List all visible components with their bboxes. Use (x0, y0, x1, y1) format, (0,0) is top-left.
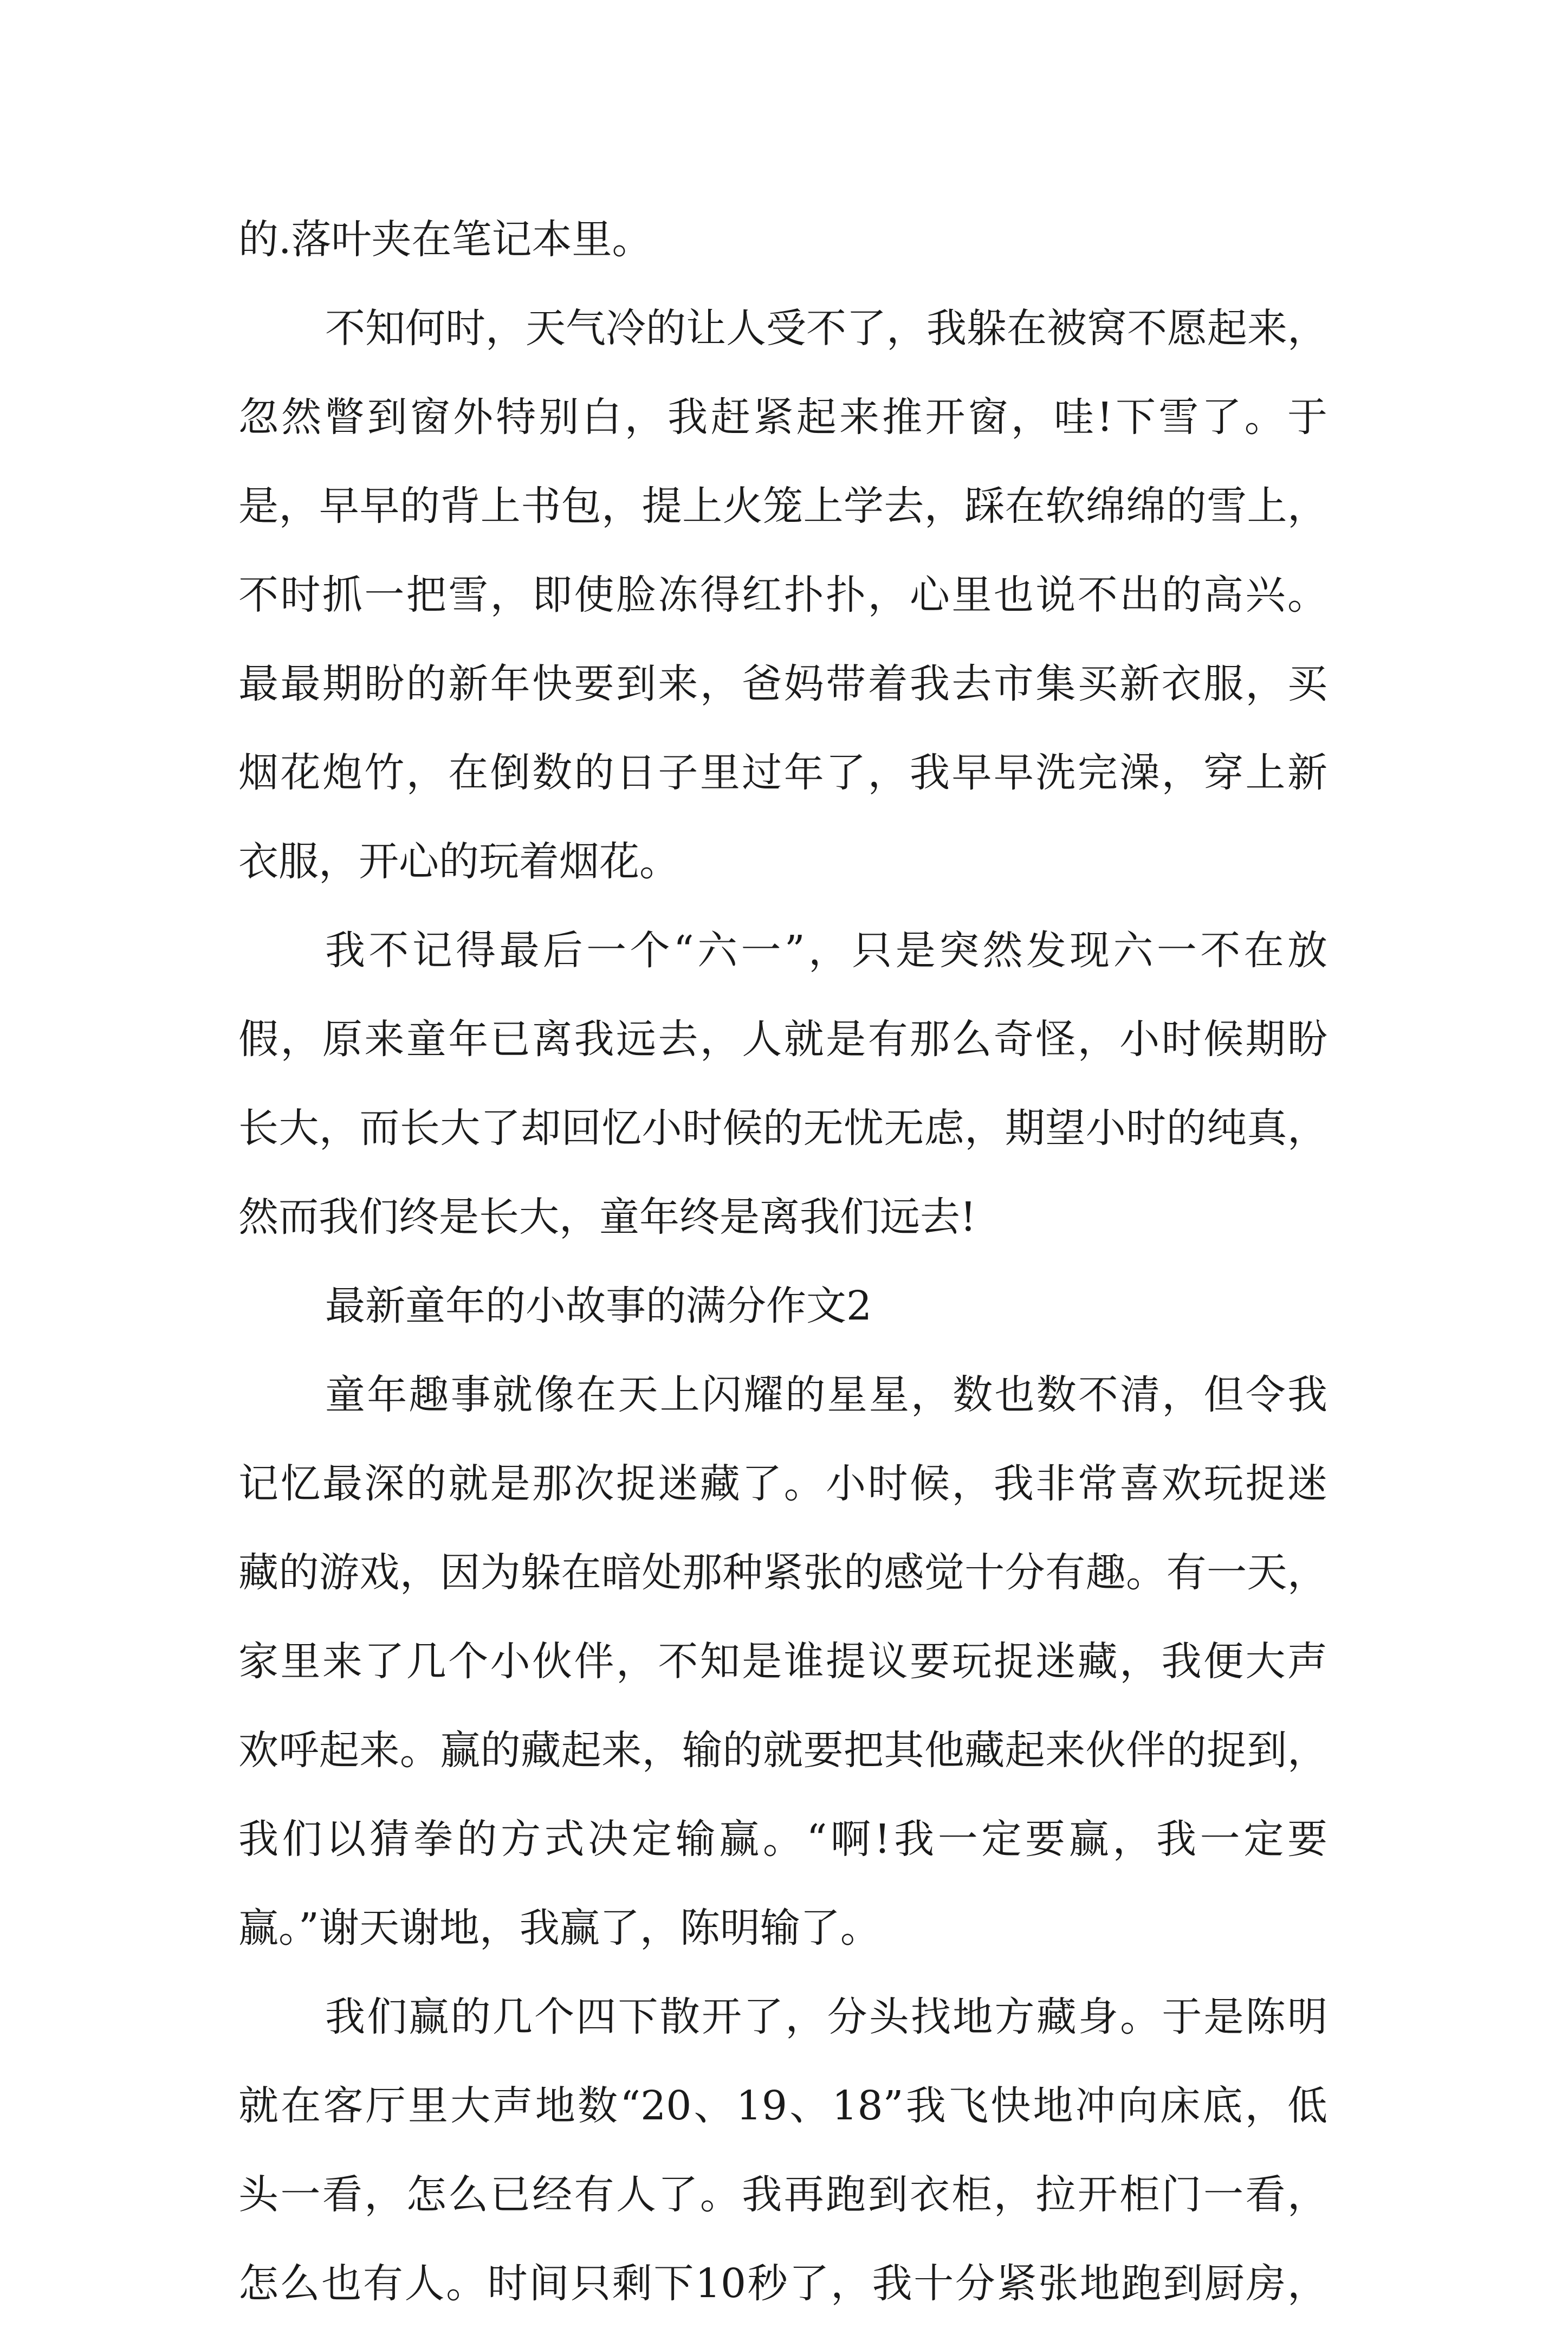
text-line: 就在客厅里大声地数“20、19、18”我飞快地冲向床底，低 (238, 2083, 1327, 2129)
text-line: 怎么也有人。时间只剩下10秒了，我十分紧张地跑到厨房， (238, 2260, 1327, 2307)
paragraph-first-line: 不知何时，天气冷的让人受不了，我躲在被窝不愿起来， (325, 305, 1327, 352)
paragraph-first-line: 我不记得最后一个“六一”，只是突然发现六一不在放 (325, 927, 1327, 974)
text-line: 不时抓一把雪，即使脸冻得红扑扑，心里也说不出的高兴。 (238, 572, 1327, 618)
text-line: 记忆最深的就是那次捉迷藏了。小时候，我非常喜欢玩捉迷 (238, 1460, 1327, 1507)
text-line: 忽然瞥到窗外特别白，我赶紧起来推开窗，哇!下雪了。于 (238, 394, 1327, 441)
text-line: 假，原来童年已离我远去，人就是有那么奇怪，小时候期盼 (238, 1016, 1327, 1063)
text-line: 赢。”谢天谢地，我赢了，陈明输了。 (238, 1905, 880, 1951)
section-heading: 最新童年的小故事的满分作文2 (325, 1283, 872, 1329)
paragraph-first-line: 我们赢的几个四下散开了，分头找地方藏身。于是陈明 (325, 1994, 1327, 2040)
text-line: 最最期盼的新年快要到来，爸妈带着我去市集买新衣服，买 (238, 661, 1327, 707)
text-line: 的.落叶夹在笔记本里。 (238, 216, 652, 263)
text-line: 长大，而长大了却回忆小时候的无忧无虑，期望小时的纯真， (238, 1105, 1327, 1152)
body-text (238, 195, 1327, 2328)
text-line: 头一看，怎么已经有人了。我再跑到衣柜，拉开柜门一看， (238, 2171, 1327, 2218)
text-line: 我们以猜拳的方式决定输赢。“啊!我一定要赢，我一定要 (238, 1816, 1327, 1863)
text-line: 烟花炮竹，在倒数的日子里过年了，我早早洗完澡，穿上新 (238, 749, 1327, 796)
text-line: 是，早早的背上书包，提上火笼上学去，踩在软绵绵的雪上， (238, 483, 1327, 529)
text-line: 藏的游戏，因为躲在暗处那种紧张的感觉十分有趣。有一天， (238, 1549, 1327, 1596)
paragraph-first-line: 童年趣事就像在天上闪耀的星星，数也数不清，但令我 (325, 1372, 1327, 1418)
text-line: 家里来了几个小伙伴，不知是谁提议要玩捉迷藏，我便大声 (238, 1638, 1327, 1685)
text-line: 欢呼起来。赢的藏起来，输的就要把其他藏起来伙伴的捉到， (238, 1727, 1327, 1774)
text-line: 衣服，开心的玩着烟花。 (238, 838, 679, 885)
text-line: 然而我们终是长大，童年终是离我们远去! (238, 1194, 976, 1240)
